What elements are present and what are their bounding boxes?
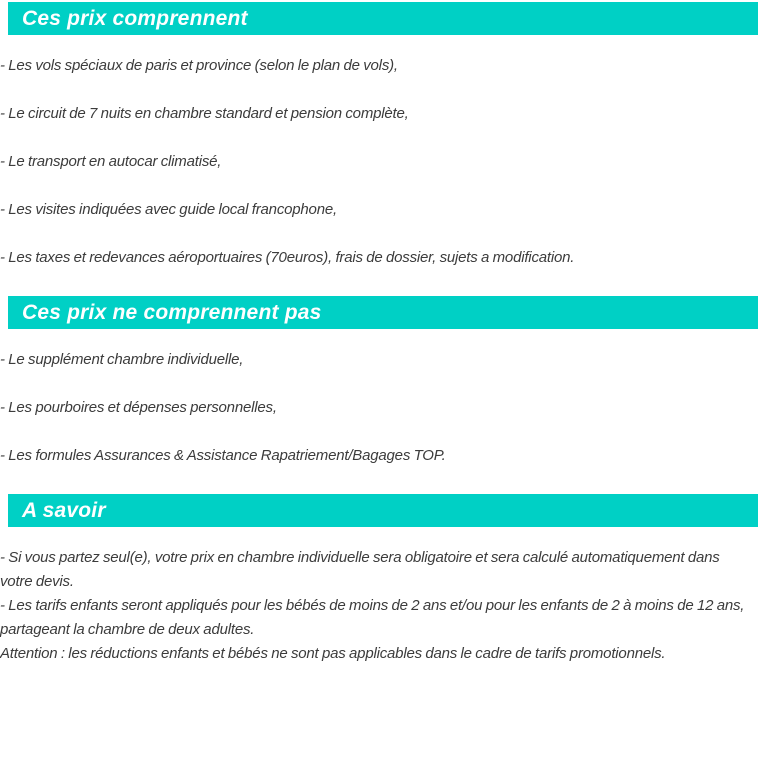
section-title: Ces prix comprennent bbox=[22, 6, 248, 30]
list-item: - Les formules Assurances & Assistance Rapatriement/Bagages TOP. bbox=[0, 447, 446, 464]
list-item: - Les pourboires et dépenses personnelles, bbox=[0, 399, 277, 416]
list-item: - Le circuit de 7 nuits en chambre standard et pension complète, bbox=[0, 105, 409, 122]
list-item: - Les tarifs enfants seront appliqués pour les bébés de moins de 2 ans et/ou pour les enfants de 2 à moins de 12 ans, partageant la chambre de deux adultes. bbox=[0, 597, 745, 638]
section-title: Ces prix ne comprennent pas bbox=[22, 300, 322, 324]
section-body-prices-include bbox=[0, 35, 758, 270]
section-body-prices-exclude bbox=[0, 329, 758, 468]
section-header-prices-include bbox=[8, 2, 758, 35]
section-header-good-to-know bbox=[8, 494, 758, 527]
list-item: - Les visites indiquées avec guide local francophone, bbox=[0, 201, 337, 218]
section-title: A savoir bbox=[22, 498, 106, 522]
list-item: Attention : les réductions enfants et bébés ne sont pas applicables dans le cadre de tarifs promotionnels. bbox=[0, 645, 666, 662]
section-header-prices-exclude bbox=[8, 296, 758, 329]
list-item: - Le transport en autocar climatisé, bbox=[0, 153, 222, 170]
list-item: - Les taxes et redevances aéroportuaires (70euros), frais de dossier, sujets a modification. bbox=[0, 249, 575, 266]
list-item: - Les vols spéciaux de paris et province (selon le plan de vols), bbox=[0, 57, 398, 74]
section-body-good-to-know bbox=[0, 527, 758, 666]
list-item: - Le supplément chambre individuelle, bbox=[0, 351, 244, 368]
list-item: - Si vous partez seul(e), votre prix en chambre individuelle sera obligatoire et sera calculé automatiquement dans votre devis. bbox=[0, 549, 720, 590]
